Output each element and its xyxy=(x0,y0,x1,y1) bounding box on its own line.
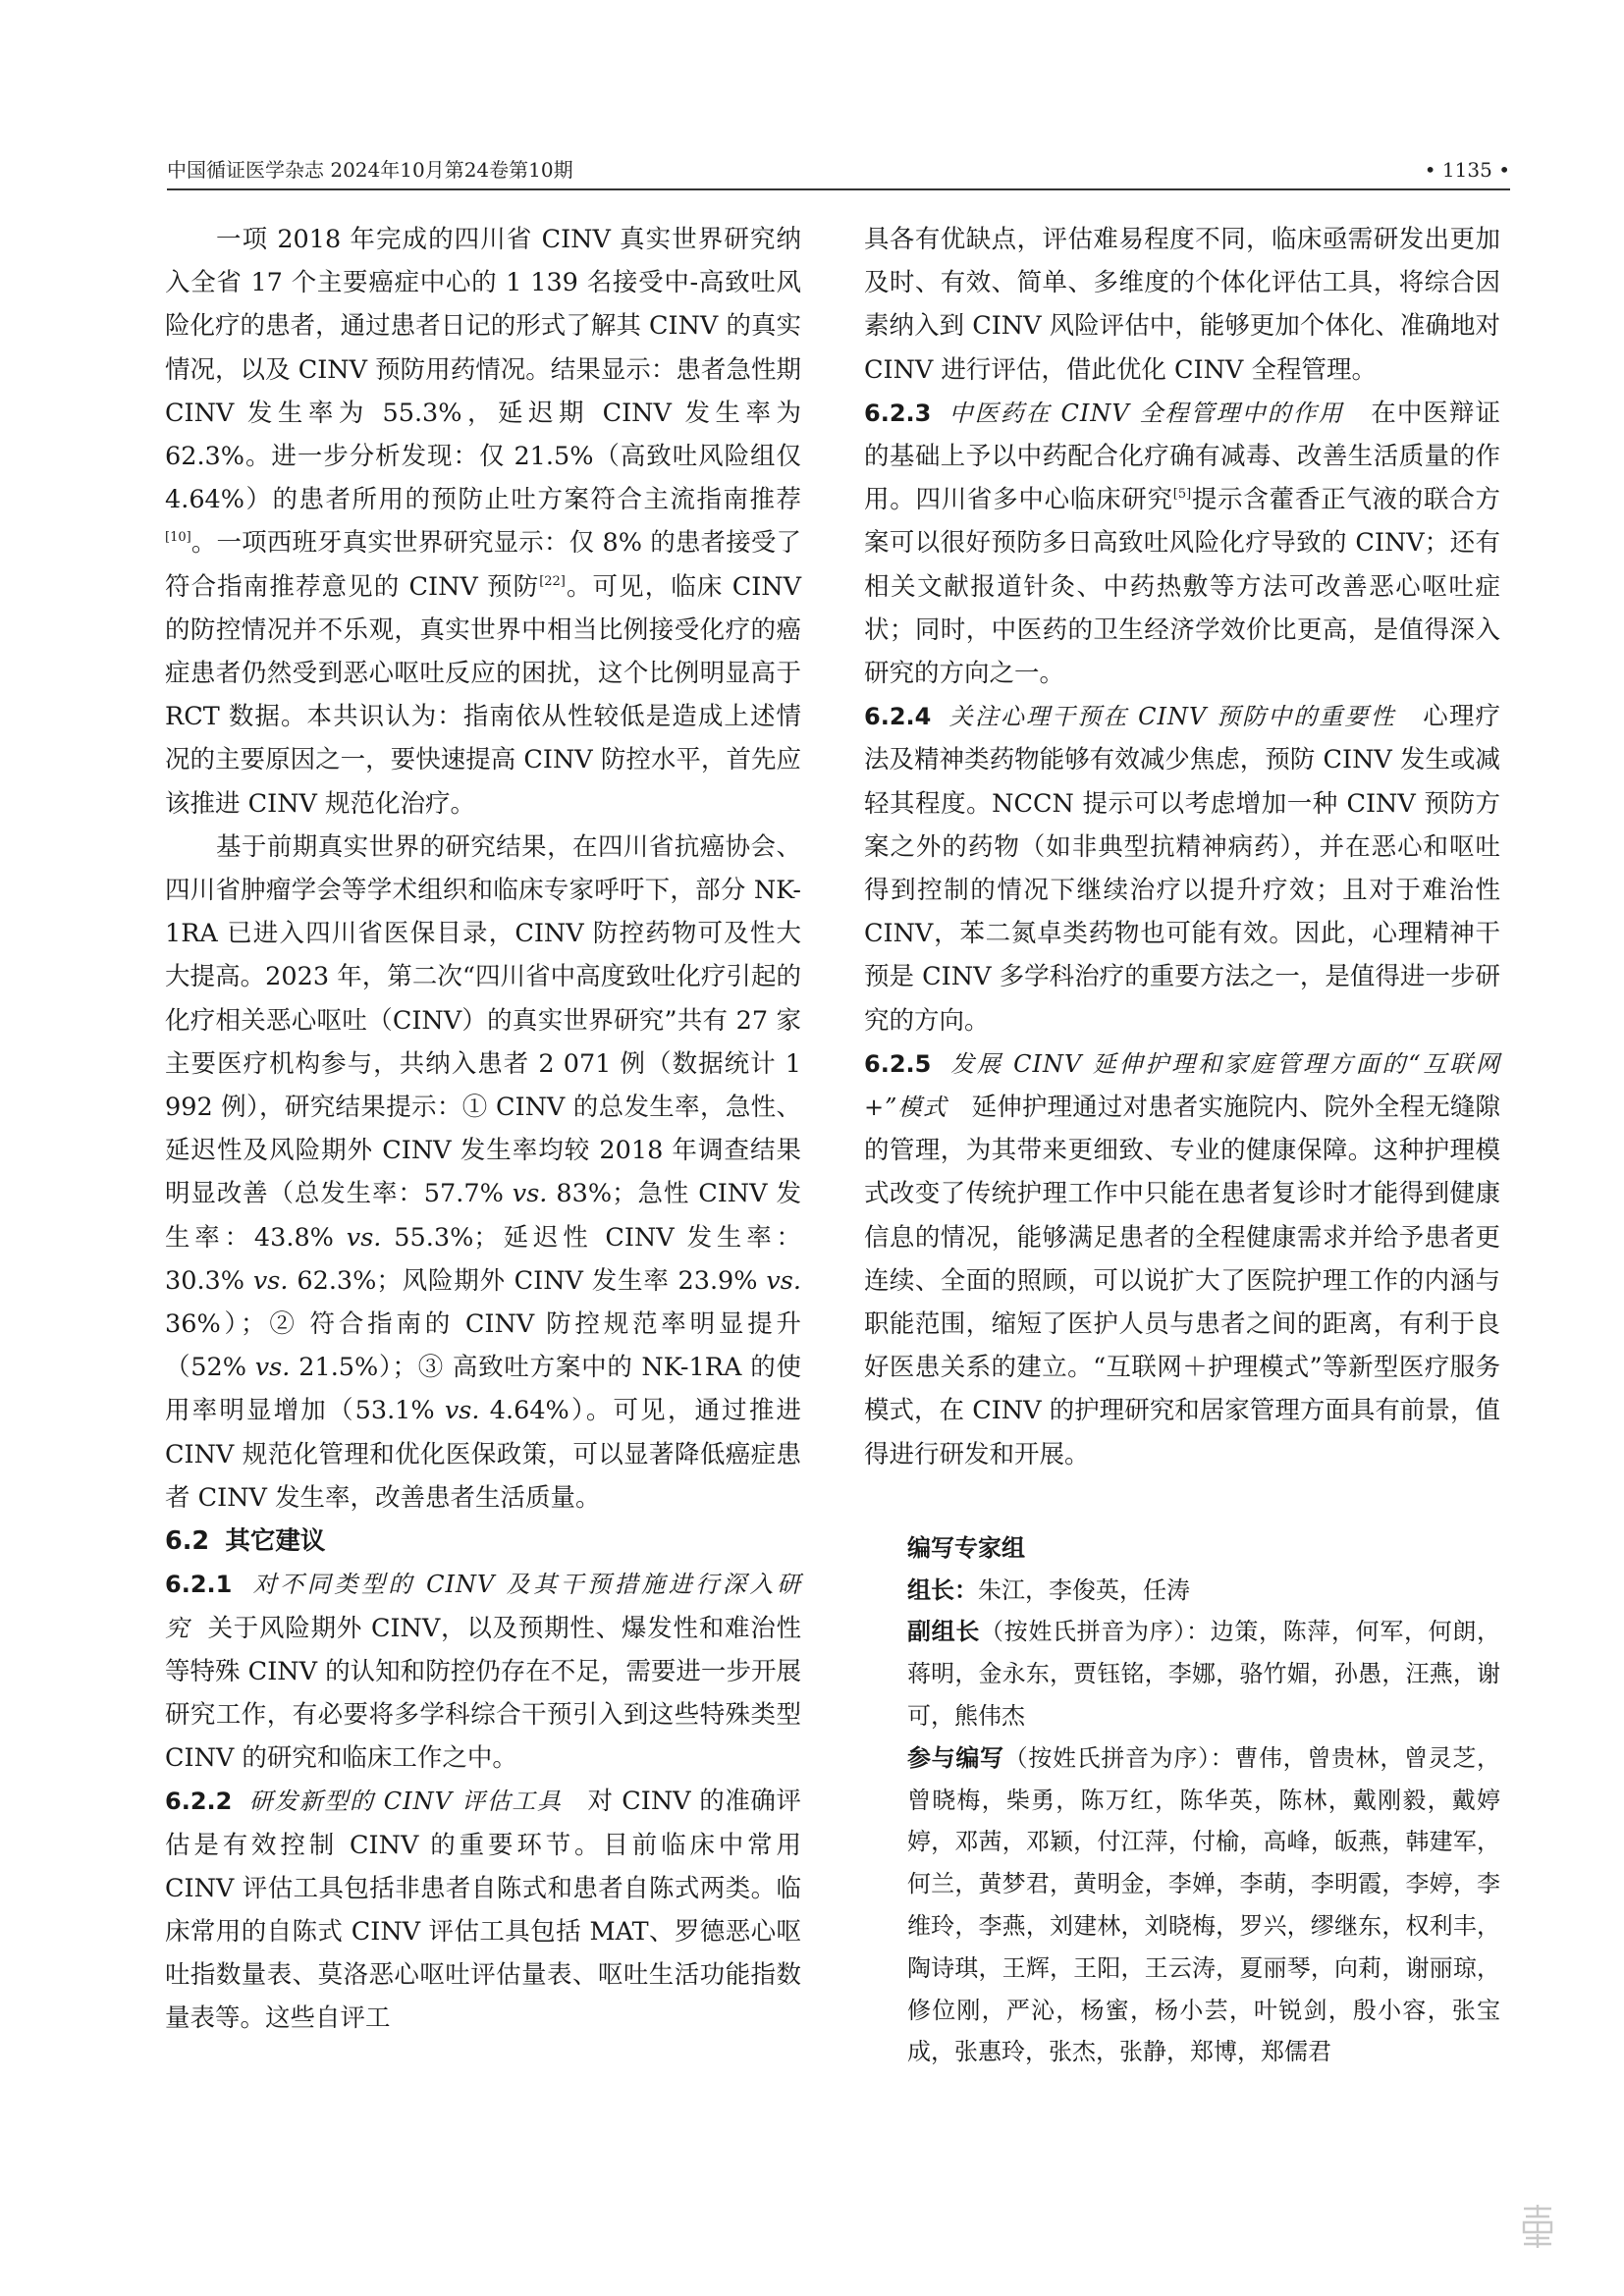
header-rule xyxy=(167,188,1510,190)
paragraph-real-world-2018: 一项 2018 年完成的四川省 CINV 真实世界研究纳入全省 17 个主要癌症中心的 1 139 名接受中-高致吐风险化疗的患者，通过患者日记的形式了解其 CINV 的真实情况，以及 CINV 预防用药情况。结果显示：患者急性期 CINV 发生率为 55.3%，延迟期 CINV 发生率为 62.3%。进一步分析发现：仅 21.5%（高致吐风险组仅 4.64%）的患者所用的预防止吐方案符合主流指南推荐[10]。一项西班牙真实世界研究显示：仅 8% 的患者接受了符合指南推荐意见的 CINV 预防[22]。可见，临床 CINV 的防控情况并不乐观，真实世界中相当比例接受化疗的癌症患者仍然受到恶心呕吐反应的困扰，这个比例明显高于 RCT 数据。本共识认为：指南依从性较低是造成上述情况的主要原因之一，要快速提高 CINV 防控水平，首先应该推进 CINV 规范化治疗。 xyxy=(165,225,802,819)
page-number: • 1135 • xyxy=(1424,158,1510,182)
subsection-title: 中医药在 CINV 全程管理中的作用 xyxy=(948,399,1344,427)
subsection-6-2-5: 6.2.5 发展 CINV 延伸护理和家庭管理方面的“互联网+”模式 延伸护理通过对患者实施院内、院外全程无缝隙的管理，为其带来更细致、专业的健康保障。这种护理模式改变了传统护理工作中只能在患者复诊时才能得到健康信息的情况，能够满足患者的全程健康需求并给予患者更连续、全面的照顾，可以说扩大了医院护理工作的内涵与职能范围，缩短了医护人员与患者之间的距离，有利于良好医患关系的建立。“互联网＋护理模式”等新型医疗服务模式，在 CINV 的护理研究和居家管理方面具有前景，值得进行研发和开展。 xyxy=(864,1049,1500,1469)
citation-10[interactable]: [10] xyxy=(165,530,191,546)
subsection-6-2-4: 6.2.4 关注心理干预在 CINV 预防中的重要性 心理疗法及精神类药物能够有效减少焦虑，预防 CINV 发生或减轻其程度。NCCN 提示可以考虑增加一种 CINV 预防方案之外的药物（如非典型抗精神病药），并在恶心和呕吐得到控制的情况下继续治疗以提升疗效；且对于难治性 CINV，苯二氮卓类药物也可能有效。因此，心理精神干预是 CINV 多学科治疗的重要方法之一，是值得进一步研究的方向。 xyxy=(864,702,1500,1036)
citation-22[interactable]: [22] xyxy=(539,573,566,589)
subsection-title: 研发新型的 CINV 评估工具 xyxy=(248,1788,563,1816)
subsection-6-2-3: 6.2.3 中医药在 CINV 全程管理中的作用 在中医辩证的基础上予以中药配合化疗确有减毒、改善生活质量的作用。四川省多中心临床研究[5]提示含藿香正气液的联合方案可以很好预防多日高致吐风险化疗导致的 CINV；还有相关文献报道针灸、中药热敷等方法可改善恶心呕吐症状；同时，中医药的卫生经济学效价比更高，是值得深入研究的方向之一。 xyxy=(864,398,1500,689)
left-column xyxy=(165,218,801,2041)
section-heading-6-2: 6.2 其它建议 xyxy=(165,1526,326,1557)
journal-title: 中国循证医学杂志 2024年10月第24卷第10期 xyxy=(167,158,573,182)
panel-vice-leaders: 副组长（按姓氏拼音为序）：边策，陈萍，何军，何朗，蒋明，金永东，贾钰铭，李娜，骆竹媚，孙愚，汪燕，谢可，熊伟杰 xyxy=(907,1618,1501,1731)
citation-5[interactable]: [5] xyxy=(1172,487,1192,503)
subsection-title: 发展 CINV 延伸护理和家庭管理方面的“互联网+”模式 xyxy=(864,1049,1500,1122)
panel-members: 参与编写（按姓氏拼音为序）：曹伟，曾贵林，曾灵芝，曾晓梅，柴勇，陈万红，陈华英，陈林，戴刚毅，戴婷婷，邓茜，邓颖，付江萍，付榆，高峰，皈燕，韩建军，何兰，黄梦君，黄明金，李婵，李萌，李明霞，李婷，李维玲，李燕，刘建林，刘晓梅，罗兴，缪继东，权利丰，陶诗琪，王辉，王阳，王云涛，夏丽琴，向莉，谢丽琼，修位刚，严沁，杨蜜，杨小芸，叶锐剑，殷小容，张宝成，张惠玲，张杰，张静，郑博，郑儒君 xyxy=(907,1743,1501,2066)
expert-panel xyxy=(864,1527,1500,2073)
expert-panel-title: 编写专家组 xyxy=(907,1533,1025,1562)
running-header xyxy=(167,155,1510,188)
panel-leaders: 组长：朱江，李俊英，任涛 xyxy=(907,1575,1190,1604)
subsection-6-2-1: 6.2.1 对不同类型的 CINV 及其干预措施进行深入研究 关于风险期外 CINV，以及预期性、爆发性和难治性等特殊 CINV 的认知和防控仍存在不足，需要进一步开展研究工作，有必要将多学科综合干预引入到这些特殊类型 CINV 的研究和临床工作之中。 xyxy=(165,1571,801,1774)
paragraph-real-world-2023: 基于前期真实世界的研究结果，在四川省抗癌协会、四川省肿瘤学会等学术组织和临床专家呼吁下，部分 NK-1RA 已进入四川省医保目录，CINV 防控药物可及性大大提高。2023 年，第二次“四川省中高度致吐化疗引起的化疗相关恶心呕吐（CINV）的真实世界研究”共有 27 家主要医疗机构参与，共纳入患者 2 071 例（数据统计 1 992 例），研究结果提示：① CINV 的总发生率，急性、延迟性及风险期外 CINV 发生率均较 2018 年调查结果明显改善（总发生率：57.7% vs. 83%；急性 CINV 发生率：43.8% vs. 55.3%；延迟性 CINV 发生率：30.3% vs. 62.3%；风险期外 CINV 发生率 23.9% vs. 36%）；② 符合指南的 CINV 防控规范率明显提升（52% vs. 21.5%）；③ 高致吐方案中的 NK-1RA 的使用率明显增加（53.1% vs. 4.64%）。可见，通过推进 CINV 规范化管理和优化医保政策，可以显著降低癌症患者 CINV 发生率，改善患者生活质量。 xyxy=(165,831,801,1513)
right-column xyxy=(864,218,1500,2073)
journal-seal-icon xyxy=(1520,2203,1555,2250)
paragraph-continued-6-2-2: 具各有优缺点，评估难易程度不同，临床亟需研发出更加及时、有效、简单、多维度的个体化评估工具，将综合因素纳入到 CINV 风险评估中，能够更加个体化、准确地对 CINV 进行评估，借此优化 CINV 全程管理。 xyxy=(864,225,1500,385)
subsection-title: 关注心理干预在 CINV 预防中的重要性 xyxy=(948,703,1396,731)
subsection-title: 对不同类型的 CINV 及其干预措施进行深入研究 xyxy=(165,1571,801,1642)
subsection-6-2-2: 6.2.2 研发新型的 CINV 评估工具 对 CINV 的准确评估是有效控制 CINV 的重要环节。目前临床中常用 CINV 评估工具包括非患者自陈式和患者自陈式两类。临床常用的自陈式 CINV 评估工具包括 MAT、罗德恶心呕吐指数量表、莫洛恶心呕吐评估量表、呕吐生活功能指数量表等。这些自评工 xyxy=(165,1787,802,2034)
